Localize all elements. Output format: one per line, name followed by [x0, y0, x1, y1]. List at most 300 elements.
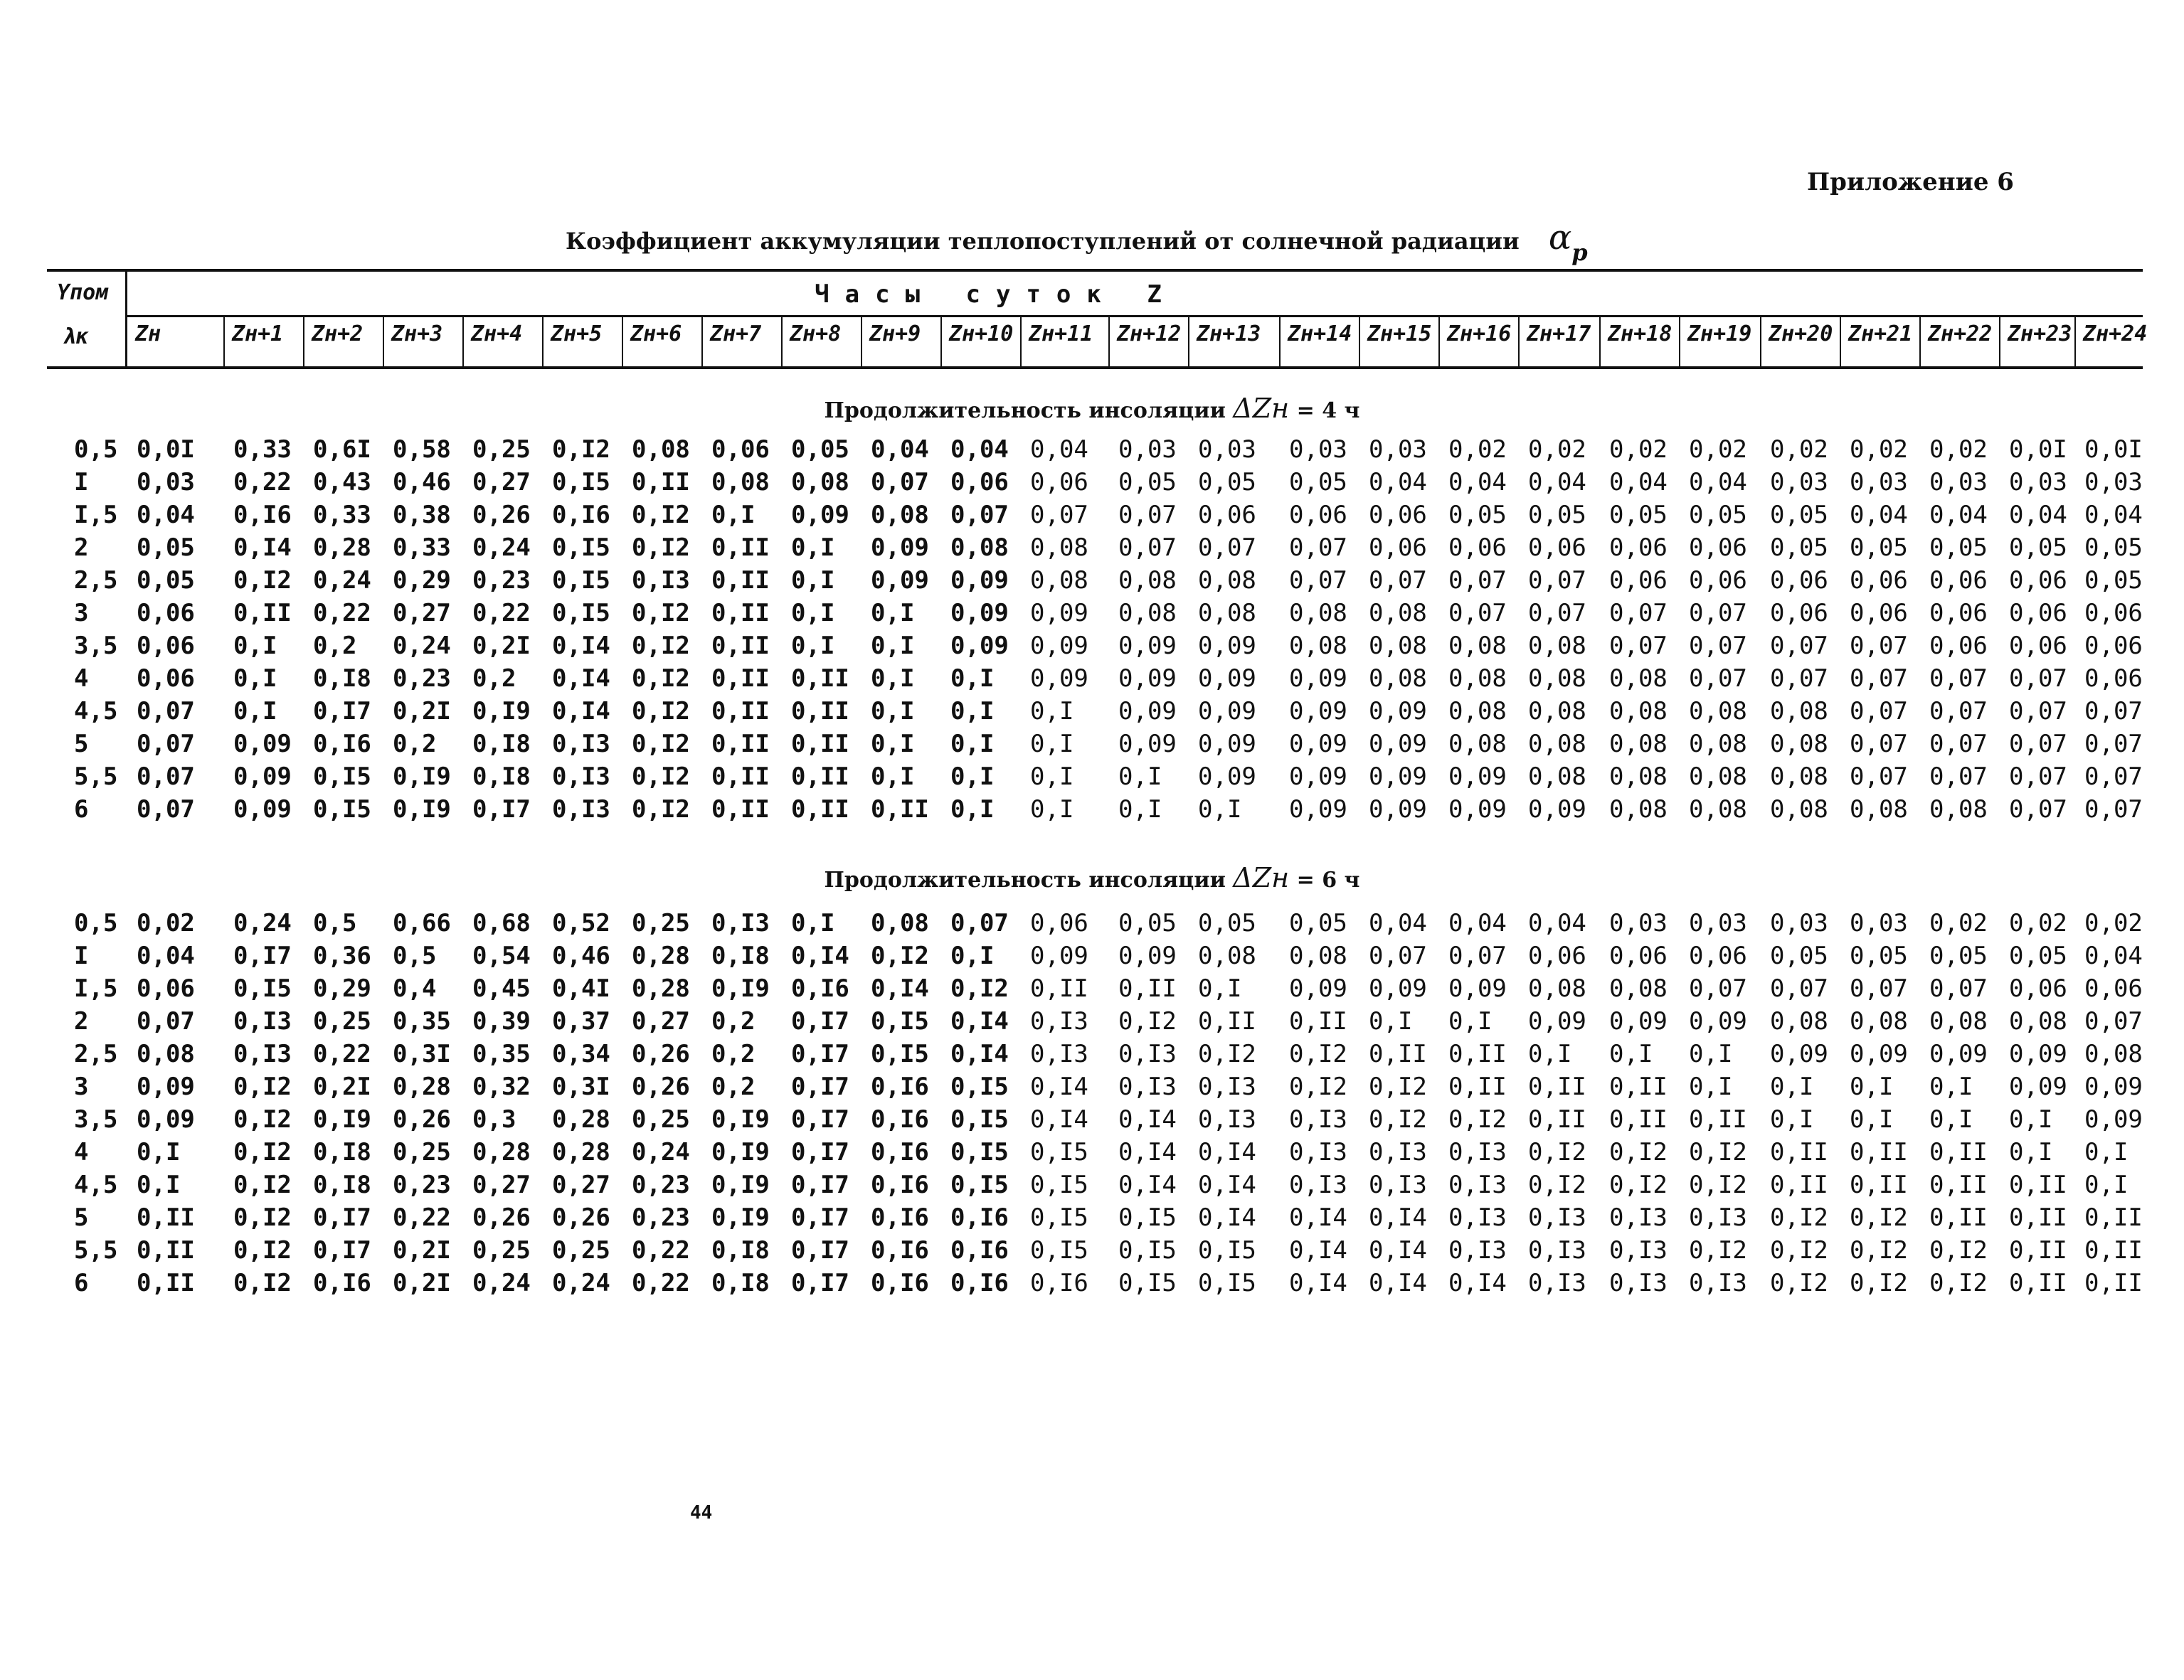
table-cell: 0,25: [472, 435, 531, 464]
table-cell: 0,25: [393, 1138, 451, 1166]
table-cell: 0,07: [1609, 632, 1668, 660]
table-cell: 0,I9: [472, 697, 531, 725]
hours-span-label: Часы суток Z: [815, 280, 1177, 309]
table-cell: 0,05: [1770, 533, 1828, 562]
table-cell: 0,I: [1198, 795, 1242, 824]
table-cell: 0,08: [1528, 730, 1586, 758]
table-cell: 0,I2: [1850, 1269, 1908, 1297]
table-cell: 0,09: [1528, 1007, 1586, 1036]
table-cell: 0,35: [472, 1040, 531, 1068]
table-cell: 0,04: [1528, 909, 1586, 937]
table-cell: 0,I8: [711, 1269, 770, 1297]
table-cell: 0,I3: [1609, 1269, 1668, 1297]
table-cell: 0,I3: [233, 1040, 292, 1068]
table-cell: 0,08: [1770, 795, 1828, 824]
table-cell: 0,09: [137, 1073, 195, 1101]
column-divider: [701, 317, 703, 366]
table-cell: 0,I5: [313, 795, 371, 824]
appendix-label: Приложение 6: [1807, 168, 2014, 196]
table-cell: 0,I7: [313, 1236, 371, 1265]
row-lambda: 5: [74, 730, 89, 758]
table-cell: 0,I9: [313, 1105, 371, 1134]
table-cell: 0,52: [552, 909, 610, 937]
table-cell: 0,07: [2009, 664, 2067, 693]
table-cell: 0,09: [233, 762, 292, 791]
table-cell: 0,09: [950, 632, 1009, 660]
table-cell: 0,I3: [1448, 1171, 1507, 1199]
row-lambda: I: [74, 942, 89, 970]
column-header: Zн+22: [1928, 321, 1993, 346]
column-header: Zн+11: [1029, 321, 1093, 346]
table-cell: 0,58: [393, 435, 451, 464]
table-cell: 0,06: [1030, 909, 1088, 937]
table-cell: 0,II: [711, 599, 770, 627]
table-cell: 0,38: [393, 501, 451, 529]
table-cell: 0,09: [1118, 697, 1177, 725]
table-cell: 0,09: [1030, 632, 1088, 660]
table-cell: 0,I7: [791, 1236, 849, 1265]
table-cell: 0,I: [1030, 697, 1074, 725]
table-cell: 0,I6: [313, 730, 371, 758]
table-cell: 0,05: [1118, 468, 1177, 496]
table-cell: 0,I2: [233, 1269, 292, 1297]
column-header: Zн+23: [2008, 321, 2072, 346]
table-cell: 0,I: [871, 697, 915, 725]
table-cell: 0,02: [2009, 909, 2067, 937]
table-cell: 0,09: [1289, 974, 1347, 1003]
table-cell: 0,3I: [393, 1040, 451, 1068]
table-cell: 0,28: [393, 1073, 451, 1101]
table-cell: 0,24: [472, 533, 531, 562]
table-cell: 0,07: [137, 730, 195, 758]
table-cell: 0,26: [393, 1105, 451, 1134]
table-cell: 0,28: [313, 533, 371, 562]
table-cell: 0,2I: [393, 1269, 451, 1297]
table-cell: 0,09: [233, 795, 292, 824]
table-cell: 0,06: [137, 974, 195, 1003]
table-cell: 0,23: [393, 1171, 451, 1199]
table-cell: 0,22: [313, 599, 371, 627]
table-cell: 0,06: [1369, 533, 1427, 562]
table-cell: 0,26: [632, 1073, 690, 1101]
table-cell: 0,03: [1850, 909, 1908, 937]
table-cell: 0,09: [1118, 664, 1177, 693]
table-cell: 0,I4: [1118, 1105, 1177, 1134]
table-cell: 0,I5: [1118, 1236, 1177, 1265]
table-cell: 0,07: [1689, 974, 1747, 1003]
table-cell: 0,I5: [552, 566, 610, 595]
table-cell: 0,09: [1528, 795, 1586, 824]
header-top-rule: [47, 269, 2143, 272]
table-cell: 0,26: [472, 501, 531, 529]
table-cell: 0,II: [1528, 1105, 1586, 1134]
table-cell: 0,07: [2084, 762, 2143, 791]
table-cell: 0,I2: [1850, 1203, 1908, 1232]
table-cell: 0,07: [137, 795, 195, 824]
table-cell: 0,II: [1850, 1138, 1908, 1166]
table-cell: 0,I: [1689, 1040, 1733, 1068]
table-cell: 0,II: [1929, 1138, 1988, 1166]
table-cell: 0,I3: [552, 795, 610, 824]
table-cell: 0,II: [1448, 1040, 1507, 1068]
table-cell: 0,II: [791, 697, 849, 725]
table-cell: 0,02: [1689, 435, 1747, 464]
table-cell: 0,06: [1850, 566, 1908, 595]
table-cell: 0,06: [2084, 974, 2143, 1003]
row-lambda: 5,5: [74, 1236, 118, 1265]
column-divider: [622, 317, 623, 366]
table-cell: 0,0I: [2009, 435, 2067, 464]
table-cell: 0,03: [1770, 909, 1828, 937]
table-cell: 0,07: [1369, 566, 1427, 595]
table-cell: 0,I2: [632, 762, 690, 791]
table-cell: 0,I8: [472, 730, 531, 758]
section-delta: ΔZн: [1233, 393, 1290, 424]
table-cell: 0,08: [871, 501, 929, 529]
table-cell: 0,I2: [1289, 1040, 1347, 1068]
table-cell: 0,I2: [1929, 1269, 1988, 1297]
table-cell: 0,07: [1929, 697, 1988, 725]
table-cell: 0,22: [393, 1203, 451, 1232]
table-cell: 0,I: [1850, 1105, 1894, 1134]
table-cell: 0,I3: [552, 762, 610, 791]
table-cell: 0,04: [1369, 909, 1427, 937]
column-divider: [1279, 317, 1281, 366]
row-lambda: 4: [74, 664, 89, 693]
table-cell: 0,I3: [1289, 1171, 1347, 1199]
table-cell: 0,05: [2009, 533, 2067, 562]
table-cell: 0,I3: [552, 730, 610, 758]
table-cell: 0,08: [1198, 599, 1256, 627]
column-header: Zн+12: [1117, 321, 1182, 346]
column-divider: [1999, 317, 2000, 366]
table-cell: 0,I: [233, 664, 277, 693]
table-cell: 0,I2: [1448, 1105, 1507, 1134]
table-cell: 0,04: [2084, 942, 2143, 970]
table-cell: 0,2I: [393, 697, 451, 725]
table-cell: 0,06: [137, 664, 195, 693]
table-cell: 0,2: [313, 632, 357, 660]
table-cell: 0,I7: [791, 1007, 849, 1036]
table-cell: 0,08: [1689, 730, 1747, 758]
table-cell: 0,03: [1118, 435, 1177, 464]
table-cell: 0,06: [1689, 533, 1747, 562]
alpha-subscript: р: [1571, 239, 1588, 266]
table-cell: 0,28: [472, 1138, 531, 1166]
table-cell: 0,I: [233, 632, 277, 660]
table-cell: 0,03: [1929, 468, 1988, 496]
table-cell: 0,II: [1609, 1073, 1668, 1101]
table-cell: 0,I2: [1528, 1138, 1586, 1166]
table-cell: 0,24: [472, 1269, 531, 1297]
row-lambda: I,5: [74, 501, 118, 529]
row-label-bottom: λк: [63, 324, 89, 349]
table-cell: 0,2I: [313, 1073, 371, 1101]
table-cell: 0,I9: [393, 795, 451, 824]
table-cell: 0,II: [711, 664, 770, 693]
section-delta: ΔZн: [1233, 862, 1290, 893]
table-cell: 0,I4: [1198, 1171, 1256, 1199]
table-cell: 0,09: [1289, 664, 1347, 693]
column-header: Zн+24: [2083, 321, 2148, 346]
table-cell: 0,07: [2009, 795, 2067, 824]
table-cell: 0,04: [1448, 909, 1507, 937]
table-cell: 0,43: [313, 468, 371, 496]
table-cell: 0,08: [1770, 1007, 1828, 1036]
table-cell: 0,I: [791, 533, 835, 562]
table-title-text: Коэффициент аккумуляции теплопоступлений от солнечной радиации: [566, 228, 1520, 255]
table-cell: 0,09: [1369, 974, 1427, 1003]
table-cell: 0,I6: [950, 1203, 1009, 1232]
table-cell: 0,I: [1030, 795, 1074, 824]
table-cell: 0,I9: [711, 1171, 770, 1199]
table-cell: 0,I5: [1118, 1269, 1177, 1297]
table-cell: 0,II: [1689, 1105, 1747, 1134]
table-cell: 0,06: [2009, 599, 2067, 627]
table-cell: 0,22: [472, 599, 531, 627]
table-cell: 0,II: [1198, 1007, 1256, 1036]
table-cell: 0,08: [1528, 664, 1586, 693]
table-cell: 0,09: [871, 533, 929, 562]
table-cell: 0,06: [1929, 566, 1988, 595]
table-cell: 0,I: [1118, 795, 1162, 824]
table-cell: 0,09: [1289, 762, 1347, 791]
table-cell: 0,35: [393, 1007, 451, 1036]
table-cell: 0,08: [1030, 533, 1088, 562]
column-divider: [781, 317, 783, 366]
table-cell: 0,II: [1289, 1007, 1347, 1036]
row-lambda: 3: [74, 1073, 89, 1101]
table-cell: 0,05: [1609, 501, 1668, 529]
table-cell: 0,I5: [552, 599, 610, 627]
row-lambda: 6: [74, 1269, 89, 1297]
table-cell: 0,I2: [233, 1138, 292, 1166]
table-cell: 0,I5: [871, 1007, 929, 1036]
table-cell: 0,I3: [1528, 1236, 1586, 1265]
table-cell: 0,05: [1198, 468, 1256, 496]
table-cell: 0,08: [2009, 1007, 2067, 1036]
table-cell: 0,I6: [871, 1105, 929, 1134]
column-header: Zн+9: [869, 321, 921, 346]
table-cell: 0,09: [1030, 599, 1088, 627]
table-cell: 0,I: [1118, 762, 1162, 791]
table-cell: 0,07: [1289, 533, 1347, 562]
table-cell: 0,09: [2009, 1073, 2067, 1101]
table-cell: 0,08: [1030, 566, 1088, 595]
table-cell: 0,I2: [632, 632, 690, 660]
table-cell: 0,II: [791, 795, 849, 824]
table-cell: 0,06: [1369, 501, 1427, 529]
column-divider: [223, 317, 225, 366]
table-cell: 0,06: [1929, 599, 1988, 627]
table-cell: 0,09: [1118, 730, 1177, 758]
table-cell: 0,I3: [1448, 1138, 1507, 1166]
table-cell: 0,23: [393, 664, 451, 693]
table-cell: 0,09: [1118, 632, 1177, 660]
column-divider: [1020, 317, 1022, 366]
table-cell: 0,27: [393, 599, 451, 627]
table-cell: 0,06: [2084, 664, 2143, 693]
column-header: Zн: [135, 321, 161, 346]
table-cell: 0,I: [137, 1138, 181, 1166]
table-cell: 0,05: [1448, 501, 1507, 529]
table-cell: 0,I5: [950, 1105, 1009, 1134]
table-cell: 0,I5: [1198, 1236, 1256, 1265]
table-cell: 0,08: [1689, 795, 1747, 824]
table-cell: 0,07: [1929, 974, 1988, 1003]
table-cell: 0,08: [1609, 730, 1668, 758]
column-header: Zн+17: [1527, 321, 1591, 346]
table-cell: 0,05: [1289, 468, 1347, 496]
column-header: Zн+1: [232, 321, 284, 346]
column-divider: [1679, 317, 1680, 366]
table-cell: 0,I9: [711, 1105, 770, 1134]
table-cell: 0,I3: [1289, 1105, 1347, 1134]
table-cell: 0,I: [1030, 730, 1074, 758]
column-header: Zн+8: [790, 321, 842, 346]
column-divider: [1108, 317, 1110, 366]
table-cell: 0,0I: [2084, 435, 2143, 464]
table-cell: 0,I2: [1689, 1138, 1747, 1166]
table-cell: 0,23: [632, 1203, 690, 1232]
table-cell: 0,I2: [1528, 1171, 1586, 1199]
table-cell: 0,05: [1850, 533, 1908, 562]
table-cell: 0,02: [1770, 435, 1828, 464]
table-cell: 0,08: [1609, 762, 1668, 791]
table-cell: 0,I2: [1198, 1040, 1256, 1068]
table-cell: 0,II: [1850, 1171, 1908, 1199]
column-header: Zн+18: [1608, 321, 1673, 346]
table-cell: 0,23: [632, 1171, 690, 1199]
column-header: Zн+21: [1848, 321, 1913, 346]
table-cell: 0,I4: [1198, 1203, 1256, 1232]
table-cell: 0,08: [1198, 566, 1256, 595]
table-cell: 0,2I: [472, 632, 531, 660]
column-header: Zн+6: [630, 321, 682, 346]
column-header: Zн+13: [1197, 321, 1261, 346]
table-cell: 0,I3: [1369, 1171, 1427, 1199]
table-cell: 0,I3: [1448, 1203, 1507, 1232]
table-cell: 0,03: [2009, 468, 2067, 496]
table-cell: 0,2I: [393, 1236, 451, 1265]
table-cell: 0,08: [1929, 1007, 1988, 1036]
table-cell: 0,I: [1770, 1073, 1814, 1101]
table-cell: 0,39: [472, 1007, 531, 1036]
table-cell: 0,I: [950, 762, 995, 791]
table-cell: 0,I5: [871, 1040, 929, 1068]
table-cell: 0,I: [2084, 1171, 2129, 1199]
table-cell: 0,05: [791, 435, 849, 464]
table-cell: 0,09: [137, 1105, 195, 1134]
table-cell: 0,05: [1850, 942, 1908, 970]
table-cell: 0,09: [1030, 942, 1088, 970]
table-cell: 0,I3: [1118, 1040, 1177, 1068]
section-title: [0, 393, 2184, 424]
table-cell: 0,09: [1369, 795, 1427, 824]
table-cell: 0,07: [1118, 533, 1177, 562]
table-cell: 0,I5: [950, 1073, 1009, 1101]
table-cell: 0,07: [1850, 974, 1908, 1003]
table-cell: 0,06: [1929, 632, 1988, 660]
table-cell: 0,I: [2084, 1138, 2129, 1166]
row-lambda: 3,5: [74, 632, 118, 660]
column-header: Zн+20: [1769, 321, 1833, 346]
table-cell: 0,07: [2084, 1007, 2143, 1036]
table-cell: 0,66: [393, 909, 451, 937]
table-cell: 0,07: [1850, 664, 1908, 693]
table-cell: 0,06: [137, 632, 195, 660]
table-cell: 0,09: [791, 501, 849, 529]
table-cell: 0,09: [1118, 942, 1177, 970]
table-cell: 0,I: [1770, 1105, 1814, 1134]
table-cell: 0,I2: [1850, 1236, 1908, 1265]
table-cell: 0,3I: [552, 1073, 610, 1101]
table-cell: 0,I: [950, 664, 995, 693]
table-cell: 0,08: [1770, 762, 1828, 791]
table-cell: 0,33: [313, 501, 371, 529]
table-cell: 0,I2: [632, 697, 690, 725]
column-divider: [1188, 317, 1189, 366]
table-cell: 0,II: [711, 795, 770, 824]
table-cell: 0,08: [1528, 632, 1586, 660]
table-cell: 0,07: [1770, 974, 1828, 1003]
table-cell: 0,I4: [1198, 1138, 1256, 1166]
table-cell: 0,II: [1770, 1138, 1828, 1166]
table-cell: 0,46: [393, 468, 451, 496]
column-header: Zн+7: [710, 321, 762, 346]
table-cell: 0,I9: [711, 1203, 770, 1232]
table-cell: 0,I4: [950, 1007, 1009, 1036]
table-cell: 0,I5: [1030, 1203, 1088, 1232]
table-cell: 0,I2: [233, 1203, 292, 1232]
table-cell: 0,II: [711, 762, 770, 791]
table-cell: 0,07: [1448, 566, 1507, 595]
table-cell: 0,22: [233, 468, 292, 496]
table-cell: 0,08: [1289, 942, 1347, 970]
section-title-text: Продолжительность инсоляции: [824, 868, 1226, 893]
table-cell: 0,07: [1929, 730, 1988, 758]
table-cell: 0,I4: [1118, 1171, 1177, 1199]
table-cell: 0,09: [1448, 795, 1507, 824]
table-cell: 0,I2: [1929, 1236, 1988, 1265]
section-title: [0, 862, 2184, 893]
table-cell: 0,I7: [233, 942, 292, 970]
table-title: [566, 218, 1588, 266]
table-cell: 0,07: [137, 1007, 195, 1036]
table-cell: 0,I7: [313, 697, 371, 725]
table-cell: 0,I2: [233, 1171, 292, 1199]
table-cell: 0,07: [1850, 762, 1908, 791]
table-cell: 0,09: [1929, 1040, 1988, 1068]
table-cell: 0,09: [1850, 1040, 1908, 1068]
table-cell: 0,06: [1770, 599, 1828, 627]
table-cell: 0,II: [1770, 1171, 1828, 1199]
column-header: Zн+3: [391, 321, 443, 346]
table-cell: 0,I2: [1609, 1138, 1668, 1166]
row-lambda: 6: [74, 795, 89, 824]
table-cell: 0,I3: [1289, 1138, 1347, 1166]
table-cell: 0,I: [950, 942, 995, 970]
row-lambda: 3: [74, 599, 89, 627]
table-cell: 0,I2: [1609, 1171, 1668, 1199]
table-cell: 0,I: [1929, 1073, 1973, 1101]
table-cell: 0,I3: [1689, 1203, 1747, 1232]
table-cell: 0,I7: [791, 1138, 849, 1166]
row-lambda: 4: [74, 1138, 89, 1166]
table-cell: 0,27: [472, 1171, 531, 1199]
table-cell: 0,5: [313, 909, 357, 937]
table-cell: 0,I: [2009, 1105, 2053, 1134]
